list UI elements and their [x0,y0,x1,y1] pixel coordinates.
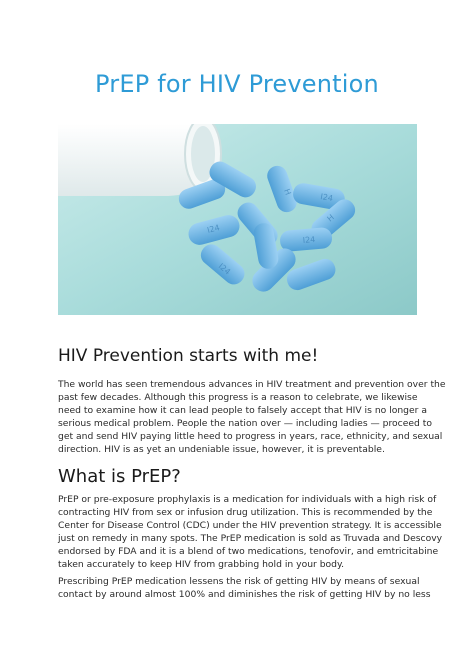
hero-image [58,124,417,315]
page-title: PrEP for HIV Prevention [95,70,379,98]
bottle-shape [58,124,221,196]
text-line: serious medical problem. People the nation over — including ladies — proceed to [58,418,433,430]
svg-text:I24: I24 [302,234,316,245]
text-line: need to examine how it can lead people to falsely accept that HIV is no longer a [58,405,427,417]
text-line: contact by around almost 100% and diminishes the risk of getting HIV by no less [58,589,431,601]
text-line: PrEP or pre-exposure prophylaxis is a medication for individuals with a high risk of [58,494,437,505]
text-line: endorsed by FDA and it is a blend of two medications, tenofovir, and emtricitabine [58,546,439,558]
section-heading-prevention: HIV Prevention starts with me! [58,346,319,366]
svg-text:I24: I24 [319,192,334,204]
paragraph-what-is-prep [58,493,443,572]
text-line: past few decades. Although this progress is a reason to celebrate, we likewise [58,392,418,404]
svg-text:H: H [282,187,293,197]
text-line: Center for Disease Control (CDC) under the HIV prevention strategy. It is accessible [58,520,442,532]
section-heading-what-is-prep: What is PrEP? [58,466,181,487]
text-line: taken accurately to keep HIV from grabbing hold in your body. [58,559,345,571]
paragraph-prescribing [58,575,431,601]
text-line: Prescribing PrEP medication lessens the risk of getting HIV by means of sexual [58,576,420,587]
text-line: just on remedy in many spots. The PrEP medication is sold as Truvada and Descovy [58,533,443,545]
text-line: direction. HIV is as yet an undeniable issue, however, it is preventable. [58,444,385,456]
svg-text:I24: I24 [216,261,233,277]
text-line: get and send HIV paying little heed to progress in years, race, ethnicity, and sexual [58,431,443,443]
pills-photo [58,124,417,315]
text-line: contracting HIV from sex or infusion drug utilization. This is recommended by the [58,507,433,519]
svg-text:I24: I24 [206,222,221,235]
paragraph-prevention [58,378,446,457]
text-line: The world has seen tremendous advances in HIV treatment and prevention over the [58,379,446,390]
svg-text:H: H [325,212,336,224]
